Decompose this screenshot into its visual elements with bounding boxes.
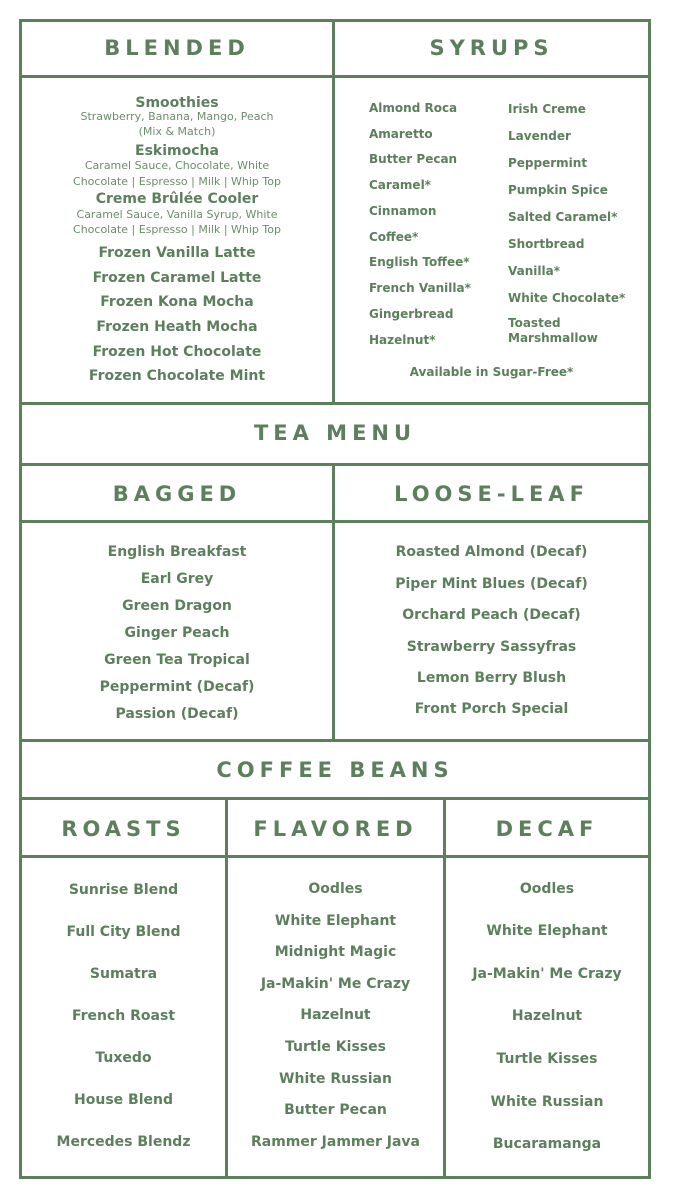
decaf-item: White Elephant [486, 923, 608, 939]
syrup-item: Irish Creme [508, 102, 586, 116]
creme-brulee-desc: Chocolate | Espresso | Milk | Whip Top [73, 223, 281, 236]
loose-leaf-tea-item: Front Porch Special [414, 701, 569, 717]
syrup-item: English Toffee* [369, 255, 470, 269]
blended-item: Frozen Hot Chocolate [92, 344, 262, 360]
syrup-item: Salted Caramel* [508, 210, 618, 224]
flavored-item: White Russian [279, 1071, 392, 1087]
divider [19, 75, 651, 78]
roasts-heading: ROASTS [61, 817, 186, 841]
syrup-item: Peppermint [508, 156, 588, 170]
roast-item: Sumatra [89, 966, 158, 982]
divider [19, 463, 651, 466]
divider [19, 855, 651, 858]
loose-leaf-heading: LOOSE-LEAF [394, 482, 589, 506]
syrup-item: Marshmallow [508, 331, 598, 345]
syrups-heading: SYRUPS [429, 36, 554, 60]
blended-heading: BLENDED [104, 36, 250, 60]
smoothies-name: Smoothies [135, 95, 219, 111]
decaf-item: Bucaramanga [492, 1136, 602, 1152]
bagged-tea-item: English Breakfast [107, 544, 247, 560]
bagged-heading: BAGGED [112, 482, 242, 506]
roast-item: House Blend [74, 1092, 173, 1108]
loose-leaf-tea-item: Piper Mint Blues (Decaf) [395, 576, 588, 592]
flavored-item: Hazelnut [300, 1007, 371, 1023]
syrup-item: Gingerbread [369, 307, 454, 321]
bagged-tea-item: Peppermint (Decaf) [99, 679, 255, 695]
blended-item: Frozen Kona Mocha [100, 294, 254, 310]
flavored-item: Ja-Makin' Me Crazy [260, 976, 411, 992]
flavored-item: Butter Pecan [284, 1102, 387, 1118]
creme-brulee-desc: Caramel Sauce, Vanilla Syrup, White [76, 208, 278, 221]
eskimocha-name: Eskimocha [135, 143, 219, 159]
syrup-item: Caramel* [369, 178, 431, 192]
flavored-item: Oodles [308, 881, 363, 897]
eskimocha-desc: Chocolate | Espresso | Milk | Whip Top [73, 175, 281, 188]
smoothies-desc: (Mix & Match) [138, 125, 216, 138]
decaf-item: White Russian [490, 1094, 604, 1110]
decaf-item: Ja-Makin' Me Crazy [472, 966, 622, 982]
flavored-item: White Elephant [274, 913, 397, 929]
blended-item: Frozen Vanilla Latte [98, 245, 256, 261]
divider [19, 797, 651, 800]
syrup-item: White Chocolate* [508, 291, 626, 305]
syrup-item: Amaretto [369, 127, 433, 141]
syrup-item: Coffee* [369, 230, 419, 244]
flavored-item: Midnight Magic [274, 944, 397, 960]
tea-menu-heading: TEA MENU [253, 421, 417, 445]
bagged-tea-item: Earl Grey [140, 571, 214, 587]
loose-leaf-tea-item: Roasted Almond (Decaf) [395, 544, 588, 560]
divider [19, 402, 651, 405]
syrup-item: Hazelnut* [369, 333, 436, 347]
bagged-tea-item: Green Dragon [122, 598, 232, 614]
flavored-heading: FLAVORED [253, 817, 418, 841]
roast-item: Full City Blend [66, 924, 181, 940]
syrup-item: Lavender [508, 129, 571, 143]
bagged-tea-item: Passion (Decaf) [115, 706, 239, 722]
divider [443, 797, 446, 1179]
blended-item: Frozen Heath Mocha [96, 319, 258, 335]
sugar-free-note: Available in Sugar-Free* [409, 365, 574, 379]
syrup-item: Butter Pecan [369, 152, 458, 166]
smoothies-desc: Strawberry, Banana, Mango, Peach [80, 110, 274, 123]
creme-brulee-name: Creme Brûlée Cooler [95, 191, 259, 207]
roast-item: Sunrise Blend [68, 882, 179, 898]
flavored-item: Rammer Jammer Java [250, 1134, 420, 1150]
roast-item: Tuxedo [95, 1050, 152, 1066]
syrup-item: Cinnamon [369, 204, 437, 218]
divider [19, 739, 651, 742]
bagged-tea-item: Green Tea Tropical [104, 652, 250, 668]
syrup-item: Shortbread [508, 237, 585, 251]
syrup-item: Pumpkin Spice [508, 183, 608, 197]
syrup-item: Toasted [508, 316, 561, 330]
decaf-heading: DECAF [495, 817, 599, 841]
roast-item: Mercedes Blendz [56, 1134, 191, 1150]
syrup-item: Almond Roca [369, 101, 458, 115]
roast-item: French Roast [71, 1008, 176, 1024]
decaf-item: Oodles [519, 881, 575, 897]
bagged-tea-item: Ginger Peach [124, 625, 230, 641]
coffee-beans-heading: COFFEE BEANS [216, 758, 454, 782]
blended-item: Frozen Caramel Latte [92, 270, 262, 286]
decaf-item: Turtle Kisses [496, 1051, 598, 1067]
divider [332, 19, 335, 404]
eskimocha-desc: Caramel Sauce, Chocolate, White [84, 159, 270, 172]
syrup-item: Vanilla* [508, 264, 560, 278]
loose-leaf-tea-item: Strawberry Sassyfras [406, 639, 577, 655]
syrup-item: French Vanilla* [369, 281, 471, 295]
loose-leaf-tea-item: Orchard Peach (Decaf) [402, 607, 581, 623]
loose-leaf-tea-item: Lemon Berry Blush [416, 670, 567, 686]
decaf-item: Hazelnut [511, 1008, 583, 1024]
blended-item: Frozen Chocolate Mint [88, 368, 266, 384]
divider [19, 520, 651, 523]
flavored-item: Turtle Kisses [285, 1039, 386, 1055]
